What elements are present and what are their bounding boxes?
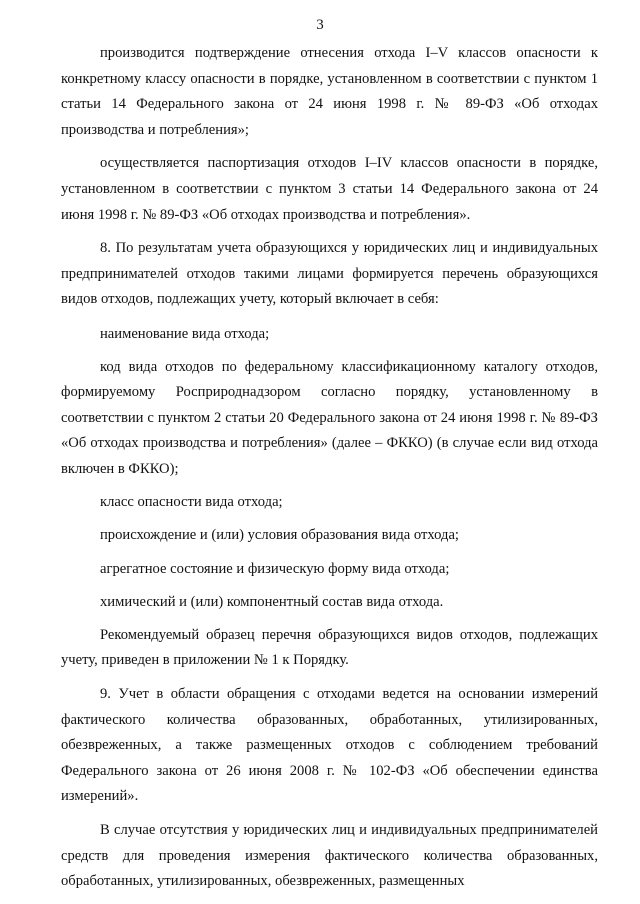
paragraph-recommended-sample: Рекомендуемый образец перечня образующихся видов отходов, подлежащих учету, приведен в приложении № 1 к Порядку. xyxy=(61,626,598,669)
list-item-hazard-class: класс опасности вида отхода; xyxy=(100,493,283,510)
paragraph-confirmation-hazard-class: производится подтверждение отнесения отхода I–V классов опасности к конкретному классу опасности в порядке, установленном в соответствии с пунктом 1 статьи 14 Федерального закона от 24 июня 1998 г. № 89-ФЗ «Об отходах производства и потребления»; xyxy=(61,45,598,138)
list-item-origin: происхождение и (или) условия образования вида отхода; xyxy=(100,527,459,544)
paragraph-passportization: осуществляется паспортизация отходов I–IV классов опасности в порядке, установленном в соответствии с пунктом 3 статьи 14 Федерального закона от 24 июня 1998 г. № 89-ФЗ «Об отходах производства и потребления». xyxy=(61,155,598,223)
list-item-waste-name: наименование вида отхода; xyxy=(100,325,270,342)
list-item-physical-form: агрегатное состояние и физическую форму вида отхода; xyxy=(100,560,450,577)
document-body xyxy=(61,41,598,895)
list-item-waste-code: код вида отходов по федеральному классификационному каталогу отходов, формируемому Росприроднадзором согласно порядку, установленному в соответствии с пунктом 2 статьи 20 Федерального закона от 24 июня 1998 г. № 89-ФЗ «Об отходах производства и потребления» (далее – ФККО) (в случае если вид отхода включен в ФККО); xyxy=(61,358,598,477)
paragraph-item-9: 9. Учет в области обращения с отходами ведется на основании измерений фактического количества образованных, обработанных, утилизированных, обезвреженных, а также размещенных отходов с соблюдением требований Федерального закона от 26 июня 2008 г. № 102-ФЗ «Об обеспечении единства измерений». xyxy=(61,686,598,805)
page-number: 3 xyxy=(316,17,324,33)
paragraph-item-8: 8. По результатам учета образующихся у юридических лиц и индивидуальных предпринимателей отходов такими лицами формируется перечень образующихся видов отходов, подлежащих учету, который включает в себя: xyxy=(61,240,598,308)
list-item-chemical-composition: химический и (или) компонентный состав вида отхода. xyxy=(100,594,444,611)
paragraph-absence-of-means: В случае отсутствия у юридических лиц и индивидуальных предпринимателей средств для проведения измерения фактического количества образованных, обработанных, утилизированных, обезвреженных, размещенных xyxy=(61,822,598,890)
